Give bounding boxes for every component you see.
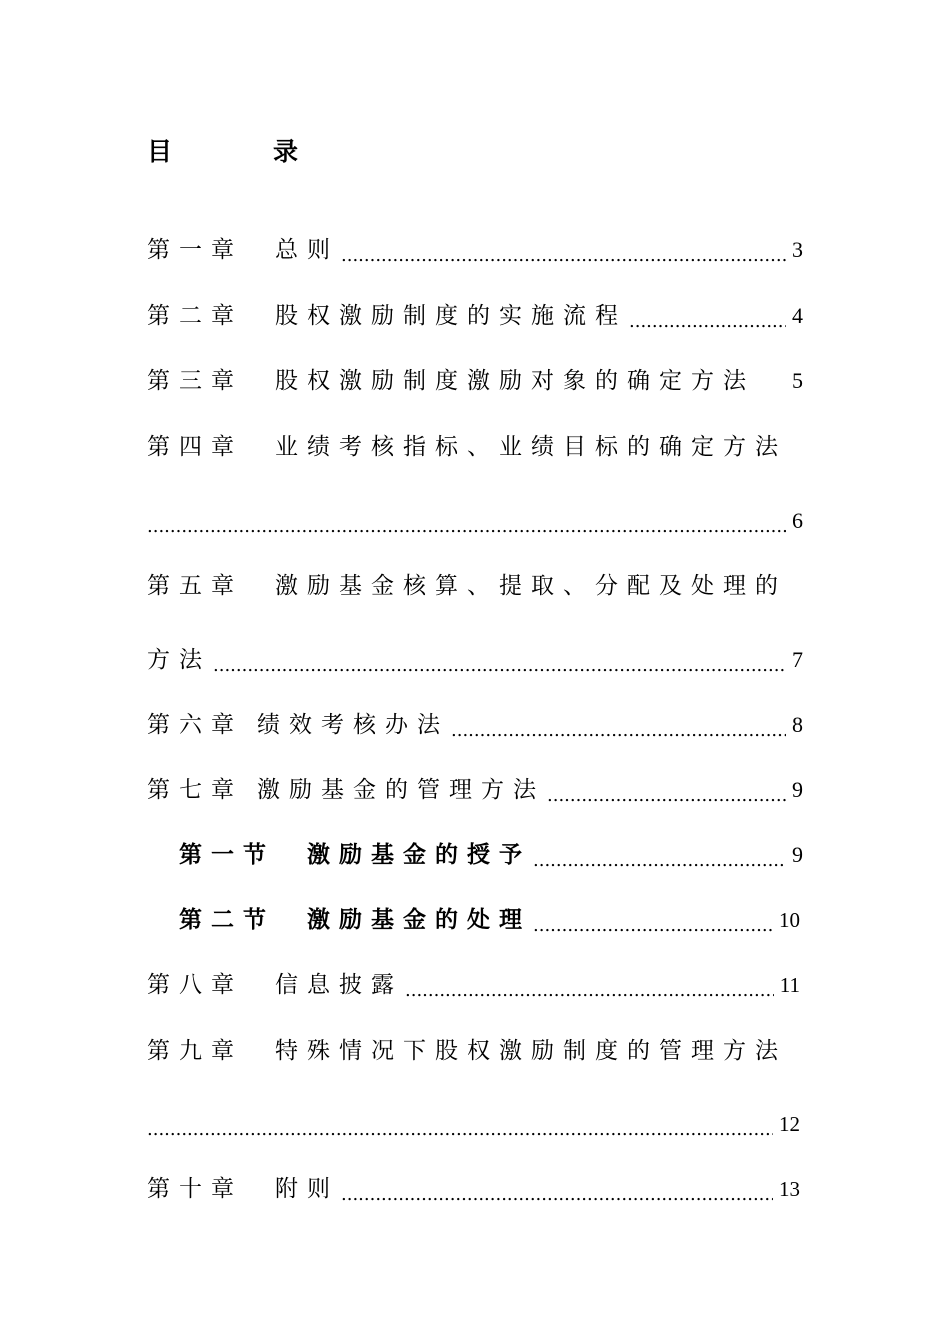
toc-page-number: 9 (792, 842, 803, 867)
toc-chapter-label: 第六章 (147, 712, 243, 738)
toc-chapter-label: 第十章 (147, 1176, 243, 1202)
toc-entry-title: 附则 (275, 1176, 339, 1202)
toc-entry-title: 股权激励制度的实施流程 (275, 303, 627, 329)
toc-entry-title: 激励基金的管理方法 (257, 777, 545, 803)
toc-entry[interactable] (147, 300, 803, 332)
toc-leader-dots (533, 851, 786, 871)
toc-chapter-label: 第九章 (147, 1038, 243, 1064)
toc-leader-dots (629, 312, 786, 332)
toc-section-entry[interactable] (179, 904, 800, 936)
toc-leader-dots (147, 1120, 773, 1140)
toc-entry-title: 方法 (147, 647, 211, 673)
toc-leader-dots (147, 517, 786, 537)
toc-entry[interactable] (147, 431, 803, 463)
toc-entry[interactable] (147, 709, 803, 741)
toc-entry[interactable] (147, 969, 800, 1001)
toc-entry-title: 特殊情况下股权激励制度的管理方法 (275, 1038, 787, 1064)
toc-chapter-label: 第七章 (147, 777, 243, 803)
toc-heading: 目 录 (147, 137, 337, 166)
toc-page-number: 12 (779, 1112, 800, 1136)
toc-page-number: 11 (779, 973, 800, 997)
toc-chapter-label: 第八章 (147, 972, 243, 998)
toc-entry-continuation[interactable] (147, 644, 803, 676)
toc-section-label: 第一节 (179, 841, 275, 868)
toc-entry[interactable] (147, 1173, 800, 1205)
toc-page-number: 5 (792, 368, 803, 393)
toc-leader-dots (341, 246, 786, 266)
toc-page-number: 7 (792, 647, 803, 672)
toc-entry-title: 股权激励制度激励对象的确定方法 (275, 368, 755, 394)
toc-entry[interactable] (147, 234, 803, 266)
toc-section-entry[interactable] (179, 839, 803, 871)
toc-page-number: 8 (792, 712, 803, 737)
toc-entry[interactable] (147, 1035, 803, 1067)
toc-entry-title: 信息披露 (275, 972, 403, 998)
toc-leader-dots (213, 656, 786, 676)
toc-page-number: 10 (779, 908, 800, 932)
toc-entry-title: 激励基金核算、提取、分配及处理的 (275, 573, 787, 599)
toc-entry-title: 业绩考核指标、业绩目标的确定方法 (275, 434, 787, 460)
toc-leader-dots (341, 1185, 773, 1205)
toc-leader-dots (405, 981, 774, 1001)
toc-entry-title: 激励基金的授予 (307, 841, 531, 868)
toc-page-number: 9 (792, 777, 803, 802)
toc-section-label: 第二节 (179, 906, 275, 933)
toc-entry[interactable] (147, 365, 803, 397)
toc-entry-title: 绩效考核办法 (257, 712, 449, 738)
toc-entry-title: 激励基金的处理 (307, 906, 531, 933)
toc-page-number: 4 (792, 303, 803, 328)
toc-chapter-label: 第四章 (147, 434, 243, 460)
toc-entry-title: 总则 (275, 237, 339, 263)
toc-entry-continuation[interactable] (147, 505, 803, 537)
toc-page-number: 13 (779, 1177, 800, 1201)
toc-chapter-label: 第五章 (147, 573, 243, 599)
toc-entry-continuation[interactable] (147, 1108, 800, 1140)
toc-page-number: 6 (792, 508, 803, 533)
toc-chapter-label: 第三章 (147, 368, 243, 394)
toc-entry[interactable] (147, 570, 803, 602)
toc-chapter-label: 第一章 (147, 237, 243, 263)
toc-chapter-label: 第二章 (147, 303, 243, 329)
toc-leader-dots (547, 786, 786, 806)
toc-page-number: 3 (792, 237, 803, 262)
toc-entry[interactable] (147, 774, 803, 806)
toc-leader-dots (451, 721, 786, 741)
toc-leader-dots (533, 916, 773, 936)
